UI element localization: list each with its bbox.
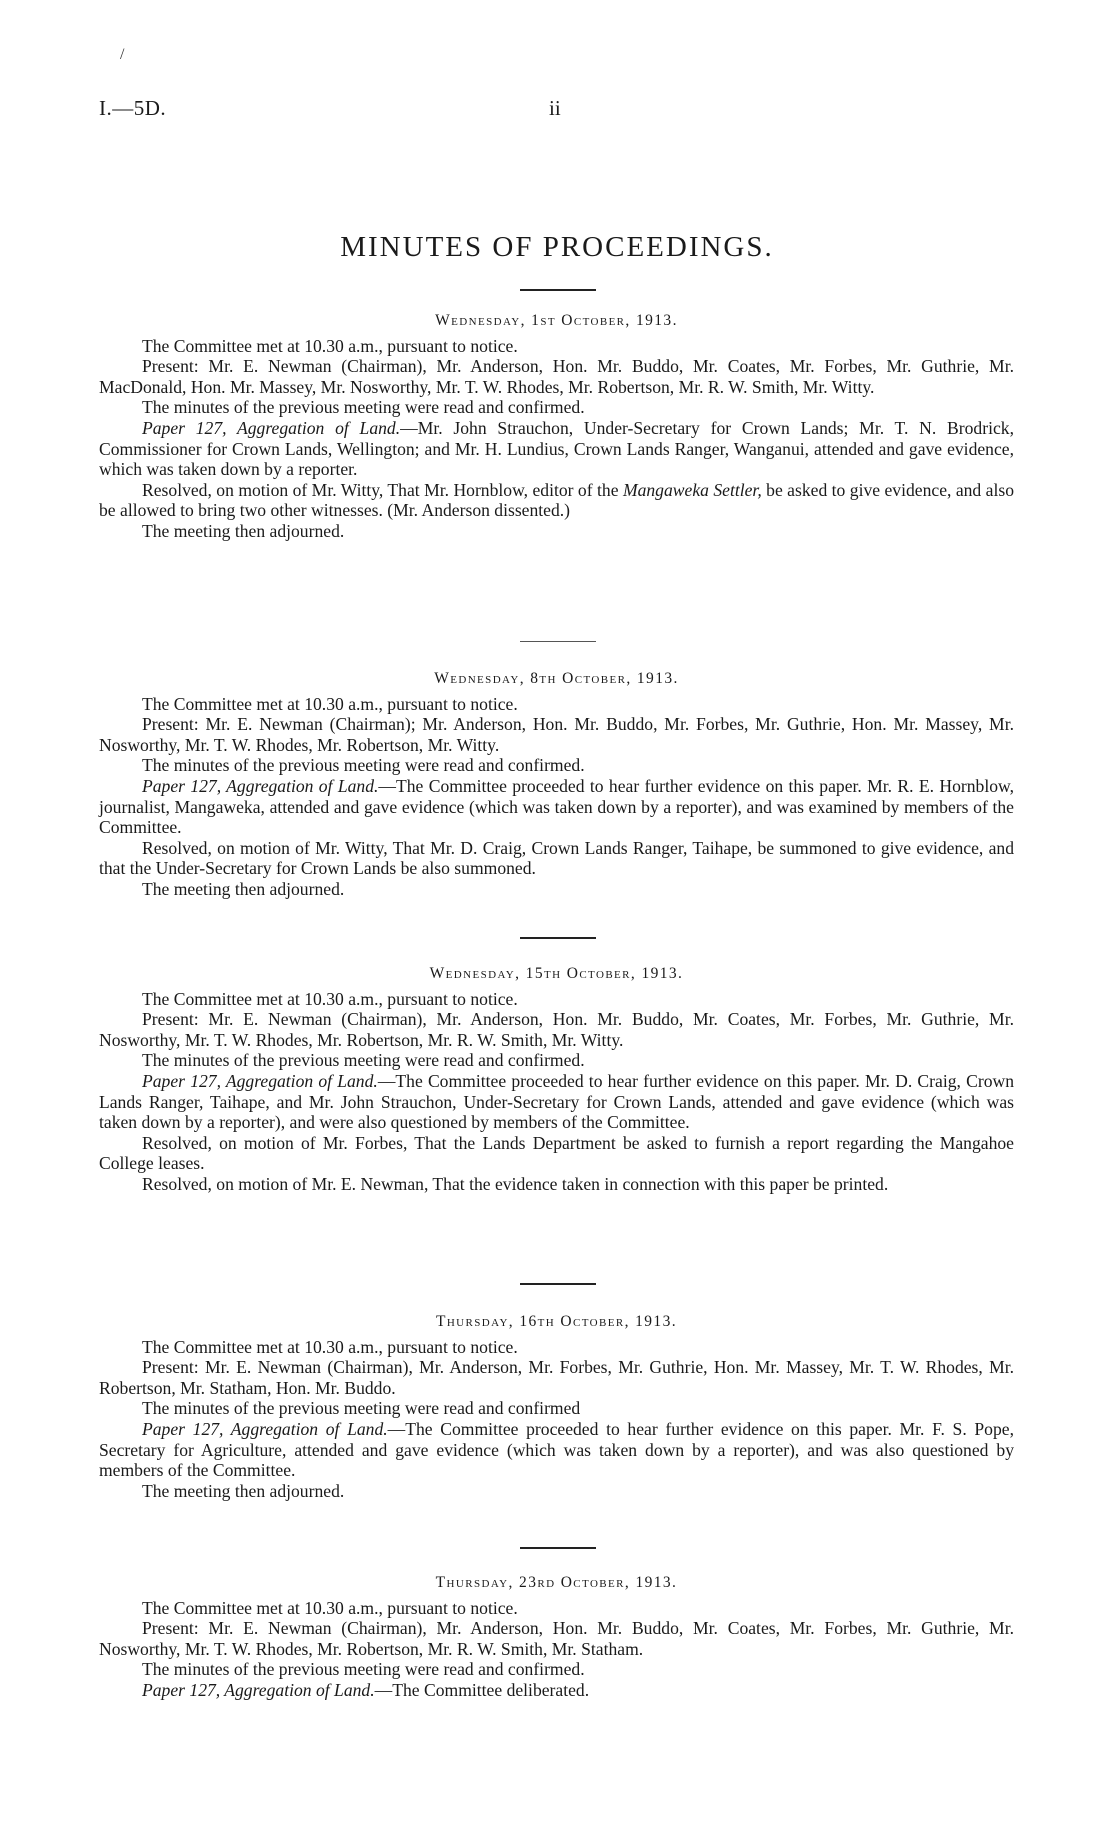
meeting-closing: The meeting then adjourned.	[142, 1480, 345, 1501]
paper-details: —The Committee proceeded to hear further evidence on this paper. Mr. R. E. Hornblow, journalist, Mangaweka, attended and gave evidence (which was taken down by a reporter), and was examined by members of the Committee.	[99, 775, 1014, 838]
meeting-closing: The meeting then adjourned.	[142, 878, 345, 899]
meeting-opening: The Committee met at 10.30 a.m., pursuant to notice.	[142, 1336, 518, 1357]
attendance: Present: Mr. E. Newman (Chairman), Mr. Anderson, Hon. Mr. Buddo, Mr. Coates, Mr. Forbes, Mr. Guthrie, Mr. Nosworthy, Mr. T. W. Rhodes, Mr. Robertson, Mr. R. W. Smith, Mr. Witty.	[99, 1009, 1014, 1050]
minutes-confirmed: The minutes of the previous meeting were read and confirmed.	[142, 1050, 585, 1071]
meeting-opening: The Committee met at 10.30 a.m., pursuant to notice.	[142, 335, 518, 356]
margin-mark: /	[120, 46, 125, 63]
minutes-confirmed: The minutes of the previous meeting were read and confirmed.	[142, 755, 585, 776]
document-title: MINUTES OF PROCEEDINGS.	[340, 231, 774, 263]
meeting-date: Thursday, 23rd October, 1913.	[435, 1574, 678, 1591]
paper-item	[99, 1071, 1014, 1133]
paper-details: —Mr. John Strauchon, Under-Secretary for Crown Lands; Mr. T. N. Brodrick, Commissioner for Crown Lands, Wellington; and Mr. H. Lundius, Crown Lands Ranger, Wanganui, attended and gave evidence, which was taken down by a reporter.	[99, 417, 1014, 480]
paper-details: —The Committee deliberated.	[374, 1679, 590, 1700]
minutes-confirmed: The minutes of the previous meeting were read and confirmed.	[142, 1659, 585, 1680]
meeting-3	[99, 964, 1014, 1195]
attendance: Present: Mr. E. Newman (Chairman), Mr. Anderson, Hon. Mr. Buddo, Mr. Coates, Mr. Forbes, Mr. Guthrie, Mr. Nosworthy, Mr. T. W. Rhodes, Mr. Robertson, Mr. R. W. Smith, Mr. Statham.	[99, 1618, 1014, 1659]
page-number: ii	[549, 96, 561, 120]
paper-title: Paper 127, Aggregation of Land.	[142, 1070, 378, 1091]
resolution-text: Resolved, on motion of Mr. Witty, That Mr. Hornblow, editor of the	[142, 479, 623, 500]
section-divider	[520, 1283, 596, 1285]
paper-details: —The Committee proceeded to hear further evidence on this paper. Mr. F. S. Pope, Secretary for Agriculture, attended and gave evidence (which was taken down by a reporter), and was also questioned by members of the Committee.	[99, 1418, 1014, 1481]
paper-reference: I.—5D.	[99, 96, 167, 120]
attendance: Present: Mr. E. Newman (Chairman), Mr. Anderson, Hon. Mr. Buddo, Mr. Coates, Mr. Forbes, Mr. Guthrie, Mr. MacDonald, Hon. Mr. Massey, Mr. Nosworthy, Mr. T. W. Rhodes, Mr. Robertson, Mr. R. W. Smith, Mr. Witty.	[99, 356, 1014, 397]
paper-item	[99, 1680, 1014, 1701]
paper-title: Paper 127, Aggregation of Land.	[142, 1418, 388, 1439]
newspaper-title: Mangaweka Settler,	[622, 479, 762, 500]
paper-item	[99, 418, 1014, 480]
attendance: Present: Mr. E. Newman (Chairman), Mr. Anderson, Mr. Forbes, Mr. Guthrie, Hon. Mr. Massey, Mr. T. W. Rhodes, Mr. Robertson, Mr. Statham, Hon. Mr. Buddo.	[99, 1357, 1014, 1398]
meeting-date: Wednesday, 1st October, 1913.	[435, 312, 678, 329]
minutes-confirmed: The minutes of the previous meeting were read and confirmed.	[142, 397, 585, 418]
resolution: Resolved, on motion of Mr. Witty, That Mr. D. Craig, Crown Lands Ranger, Taihape, be summoned to give evidence, and that the Under-Secretary for Crown Lands be also summoned.	[99, 837, 1014, 879]
paper-title: Paper 127, Aggregation of Land.	[142, 1679, 375, 1700]
resolution: Resolved, on motion of Mr. E. Newman, That the evidence taken in connection with this paper be printed.	[142, 1173, 889, 1194]
meeting-5	[99, 1573, 1014, 1701]
meeting-1	[99, 311, 1014, 542]
title-divider	[520, 289, 596, 291]
attendance: Present: Mr. E. Newman (Chairman); Mr. Anderson, Hon. Mr. Buddo, Mr. Forbes, Mr. Guthrie, Hon. Mr. Massey, Mr. Nosworthy, Mr. T. W. Rhodes, Mr. Robertson, Mr. Witty.	[99, 714, 1014, 755]
meeting-date: Wednesday, 15th October, 1913.	[429, 965, 684, 982]
section-divider	[520, 937, 596, 939]
paper-title: Paper 127, Aggregation of Land.	[142, 775, 379, 796]
paper-item	[99, 776, 1014, 838]
minutes-confirmed: The minutes of the previous meeting were read and confirmed	[142, 1398, 581, 1419]
meeting-opening: The Committee met at 10.30 a.m., pursuant to notice.	[142, 1597, 518, 1618]
section-divider	[520, 1547, 596, 1549]
meeting-opening: The Committee met at 10.30 a.m., pursuant to notice.	[142, 693, 518, 714]
paper-title: Paper 127, Aggregation of Land.	[142, 417, 401, 438]
paper-item	[99, 1419, 1014, 1481]
section-divider	[520, 641, 596, 642]
meeting-opening: The Committee met at 10.30 a.m., pursuant to notice.	[142, 988, 518, 1009]
resolution: Resolved, on motion of Mr. Forbes, That the Lands Department be asked to furnish a report regarding the Mangahoe College leases.	[99, 1132, 1014, 1174]
resolution-text: be asked to give evidence, and also be allowed to bring two other witnesses. (Mr. Anderson dissented.)	[99, 479, 1014, 521]
meeting-date: Thursday, 16th October, 1913.	[435, 1313, 678, 1330]
meeting-2	[99, 669, 1014, 900]
paper-details: —The Committee proceeded to hear further evidence on this paper. Mr. D. Craig, Crown Lands Ranger, Taihape, and Mr. John Strauchon, Under-Secretary for Crown Lands, attended and gave evidence (which was taken down by a reporter), and were also questioned by members of the Committee.	[99, 1070, 1014, 1133]
resolution	[99, 480, 1014, 521]
meeting-date: Wednesday, 8th October, 1913.	[434, 670, 679, 687]
meeting-closing: The meeting then adjourned.	[142, 520, 345, 541]
meeting-4	[99, 1312, 1014, 1501]
